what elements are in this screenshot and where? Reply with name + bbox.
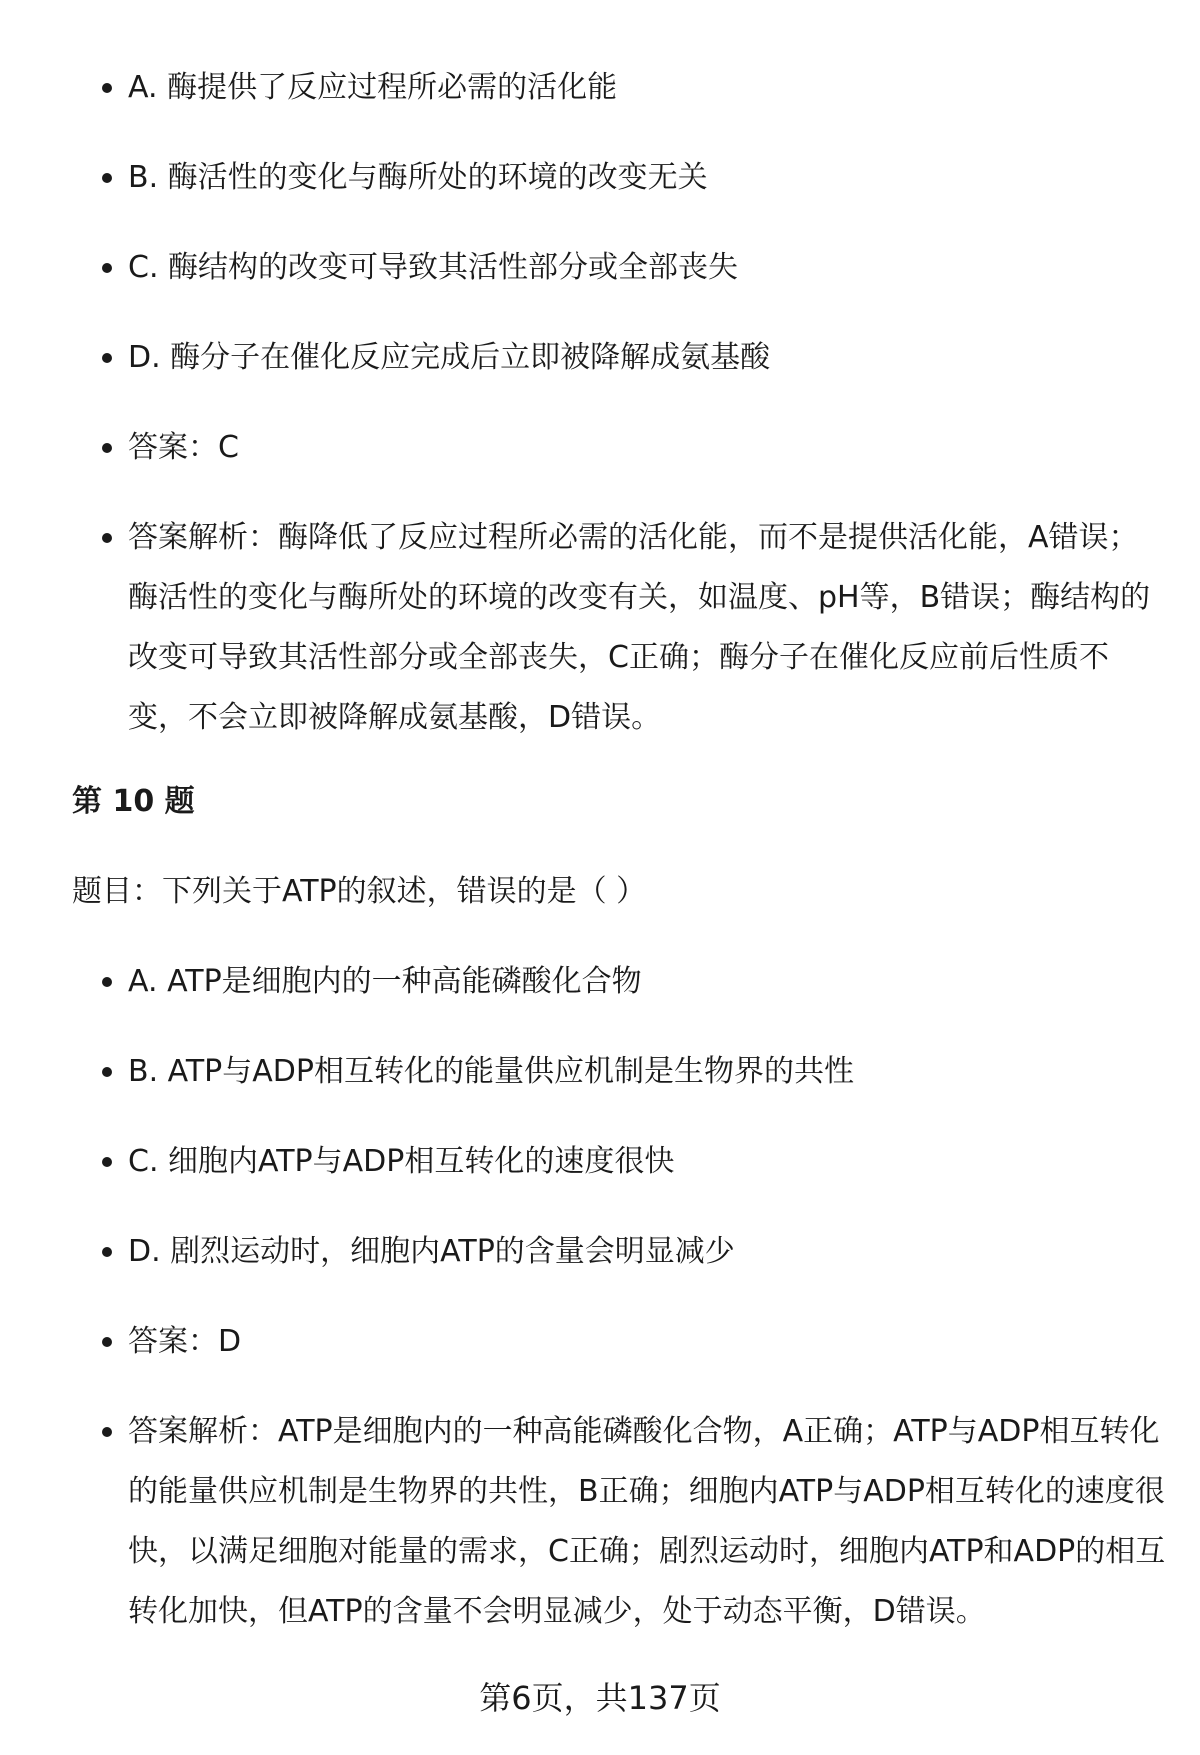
answer-line: 答案：D — [128, 1312, 1168, 1372]
option-d: D. 酶分子在催化反应完成后立即被降解成氨基酸 — [128, 328, 1168, 388]
question-heading: 第 10 题 — [72, 784, 195, 819]
option-c: C. 酶结构的改变可导致其活性部分或全部丧失 — [128, 238, 1168, 298]
option-b: B. 酶活性的变化与酶所处的环境的改变无关 — [128, 148, 1168, 208]
answer-explanation: 答案解析：酶降低了反应过程所必需的活化能，而不是提供活化能，A错误；酶活性的变化与酶所处的环境的改变有关，如温度、pH等，B错误；酶结构的改变可导致其活性部分或全部丧失，C正确；酶分子在催化反应前后性质不变，不会立即被降解成氨基酸，D错误。 — [128, 508, 1168, 748]
answer-explanation: 答案解析：ATP是细胞内的一种高能磷酸化合物，A正确；ATP与ADP相互转化的能量供应机制是生物界的共性，B正确；细胞内ATP与ADP相互转化的速度很快，以满足细胞对能量的需求，C正确；剧烈运动时，细胞内ATP和ADP的相互转化加快，但ATP的含量不会明显减少，处于动态平衡，D错误。 — [128, 1402, 1168, 1642]
option-a: A. ATP是细胞内的一种高能磷酸化合物 — [128, 952, 1168, 1012]
option-d: D. 剧烈运动时，细胞内ATP的含量会明显减少 — [128, 1222, 1168, 1282]
option-c: C. 细胞内ATP与ADP相互转化的速度很快 — [128, 1132, 1168, 1192]
question-text: 题目：下列关于ATP的叙述，错误的是（ ） — [72, 874, 647, 909]
option-a: A. 酶提供了反应过程所必需的活化能 — [128, 58, 1168, 118]
answer-line: 答案：C — [128, 418, 1168, 478]
page-number: 第6页，共137页 — [479, 1679, 721, 1717]
option-b: B. ATP与ADP相互转化的能量供应机制是生物界的共性 — [128, 1042, 1168, 1102]
